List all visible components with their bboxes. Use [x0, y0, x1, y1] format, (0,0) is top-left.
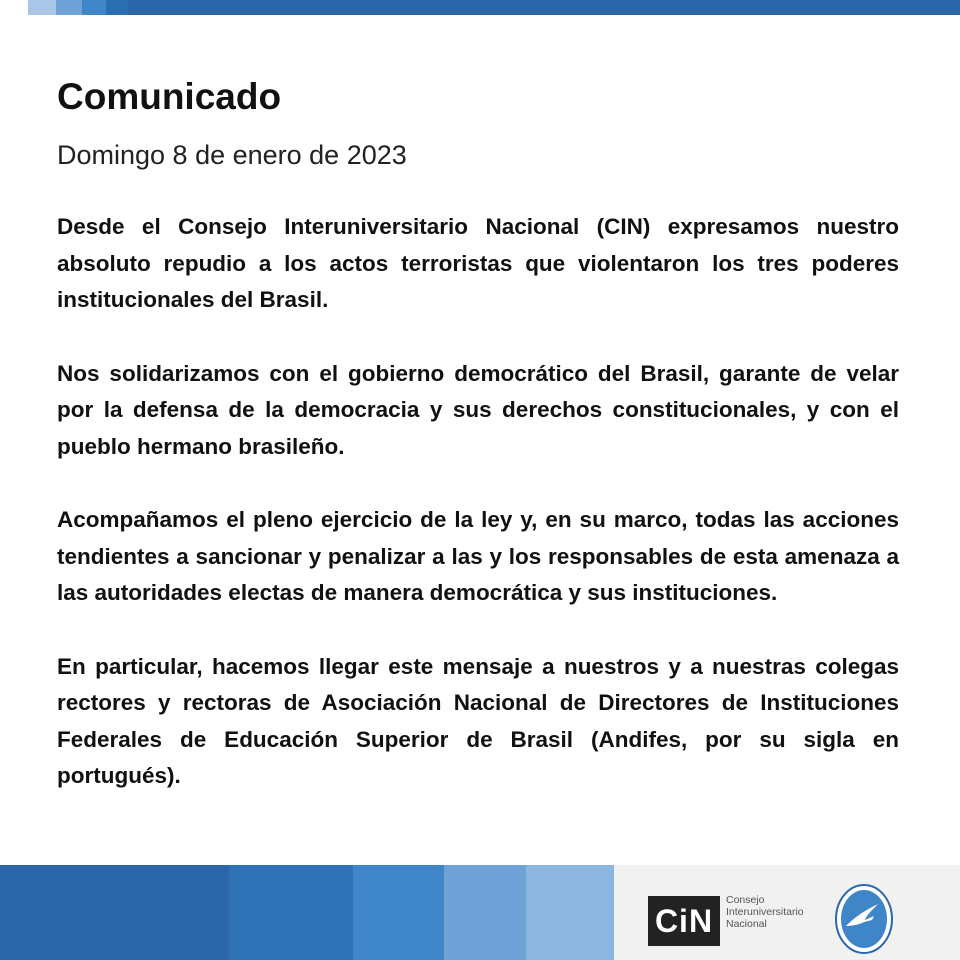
top-bar-segment	[128, 0, 960, 15]
paragraph: Desde el Consejo Interuniversitario Nacional (CIN) expresamos nuestro absoluto repudio a los actos terroristas que violentaron los tres poderes institucionales del Brasil.	[57, 214, 899, 312]
paragraph: Acompañamos el pleno ejercicio de la ley y, en su marco, todas las acciones tendientes a sancionar y penalizar a las y los responsables de esta amenaza a las autoridades electas de manera democrática y sus instituciones.	[57, 507, 899, 605]
paragraph: En particular, hacemos llegar este mensaje a nuestros y a nuestras colegas rectores y rectoras de Asociación Nacional de Directores de Instituciones Federales de Educación Superior de Brasil (Andifes, por su sigla en portugués).	[57, 653, 899, 788]
top-color-bar	[0, 0, 960, 15]
top-bar-segment	[0, 0, 28, 15]
cin-logo-line: Interuniversitario	[726, 906, 804, 918]
footer-color-block	[526, 865, 614, 960]
page-title: Comunicado	[57, 76, 282, 117]
footer-logo-area	[614, 865, 960, 960]
cin-logo-text	[726, 894, 804, 930]
communique-date: Domingo 8 de enero de 2023	[57, 140, 407, 170]
paragraph: Nos solidarizamos con el gobierno democrático del Brasil, garante de velar por la defensa de la democracia y sus derechos constitucionales, y con el pueblo hermano brasileño.	[57, 360, 899, 459]
footer-color-block	[444, 865, 526, 960]
footer-color-block	[229, 865, 353, 960]
cin-logo-line: Nacional	[726, 918, 767, 930]
cin-logo-mark: CiN	[648, 896, 720, 946]
top-bar-segment	[28, 0, 56, 15]
top-bar-segment	[106, 0, 128, 15]
top-bar-segment	[82, 0, 106, 15]
footer-color-block	[0, 865, 229, 960]
footer-band	[0, 865, 960, 960]
top-bar-segment	[56, 0, 82, 15]
university-seal-icon	[834, 882, 894, 956]
communique-body	[57, 209, 899, 832]
cin-logo-line: Consejo	[726, 894, 765, 906]
footer-color-block	[353, 865, 444, 960]
